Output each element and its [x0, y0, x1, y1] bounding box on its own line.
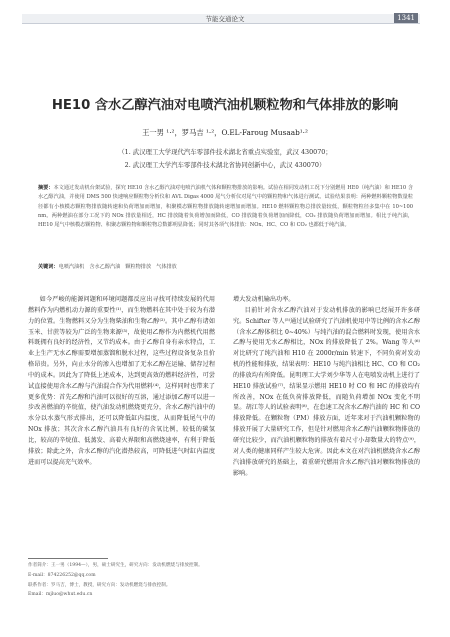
article-title: HE10 含水乙醇汽油对电喷汽油机颗粒物和气体排放的影响: [51, 98, 399, 113]
author-list: 王一男 ¹·²，罗马吉 ¹·²，O.EL-Faroug Musaab¹·²: [142, 128, 308, 137]
body-column-left: [28, 295, 215, 469]
body-paragraph: 增大发动机输出功率。: [233, 296, 295, 303]
abstract-label: 摘要：: [38, 185, 54, 191]
page-number: 1341: [394, 13, 418, 23]
body-paragraph: 目前针对含水乙醇汽油对于发动机排放的影响已经展开许多研究。Schifter 等人⁽⁵⁾通过试验研究了汽油机使用中等比例的含水乙醇（含水乙醇体积比 0~40%）与纯汽油的混合燃料时发现，使用含水乙醇与使用无水乙醇相比，NOx 的排放降低了 2%。Wang 等人⁽⁶⁾对比研究了纯汽油和 H10 在 2000r/min 转速下，不同负荷对发动机的性能和排放，结果表明：HE10 与纯汽油相比 HC、CO 和 CO₂ 的排放均有所降低。昆明理工大学刘少华等人在电喷发动机上进行了 HE10 排放试验⁽⁷⁾，结果显示燃用 HE10 时 CO 和 HC 的排放均有所改善，NOx 在低负荷排放降低，而随负荷增加 NOx 变化不明显。胡江等人的试验表明⁽⁸⁾，在怠速工况含水乙醇汽油的 HC 和 CO 排放降低。在颗粒物（PM）排放方面，近年来对于汽油机颗粒物的排放开展了大量研究工作，但是针对燃用含水乙醇汽油颗粒物排放的研究比较少，而汽油机颗粒物的排放有着尺寸小却数量大的特点⁽⁹⁾，对人类的健康同样产生较大危害。因此本文在对汽油机燃烧含水乙醇汽油排放研究的基础上，着重研究燃用含水乙醇汽油对颗粒物排放的影响。: [233, 306, 420, 477]
journal-name: 节能交通论文: [205, 15, 245, 23]
affiliation-2: 2. 武汉理工大学汽车零部件技术湖北省协同创新中心，武汉 430070）: [124, 161, 326, 169]
footnote-contact: 联系作者：罗马吉，博士，教授，研究方向：发动机燃烧与排放控制。: [28, 582, 171, 588]
footnote-divider: [28, 558, 108, 559]
keywords-text: 电喷汽油机 含水乙醇汽油 颗粒物排放 气体排放: [58, 264, 177, 270]
abstract-text: 本文通过发动机台架试验，探究 HE10 含水乙醇汽油对电喷汽油机气体和颗粒物排放的影响。试验在相同发动机工况下分别燃用 HE0（纯汽油）和 HE10 含水乙醇汽油，并使用 DMS 500 快速响应颗粒物分析仪和 AVL Digas 4000 尾气分析仪对尾气中的颗粒物和气体进行测试。试验结果表明：两种燃料颗粒物数量粒径都有小核模态颗粒物排放随转速和负荷增加而增加，积聚模态颗粒物排放随转速增加而增加。HE10 燃料颗粒物总排放量较低，颗粒物粒径多集中在 10~100 nm。两种燃油在部分工况下的 NOx 排放量相近，HC 排放随着负荷增加而降低，CO 排放随着负荷增加而降低，CO₂ 排放随负荷增加而增加。相比于纯汽油，HE10 尾气中核模态颗粒物、积聚态颗粒物和颗粒物总数都明显降低；同时其各项气体排放：NOx、HC、CO 和 CO₂ 也都低于纯汽油。: [38, 185, 414, 229]
keywords-label: 关键词：: [38, 264, 59, 270]
footnote-author-email: E-mail：874226252@qq.com: [28, 572, 96, 578]
footnotes: [28, 561, 218, 600]
footnote-author-bio: 作者简介：王一男（1994—），男，硕士研究生，研究方向：发动机燃烧与排放控制。: [28, 563, 203, 568]
body-column-right: [233, 295, 420, 479]
affiliation-1: （1. 武汉理工大学现代汽车零部件技术湖北省重点实验室，武汉 430070；: [118, 148, 332, 156]
body-paragraph: 如今严峻的能源问题和环境问题都反应出寻找可持续发展的代用燃料作为内燃机动力源的重要性⁽¹⁾，而生物燃料在其中处于较为有潜力的位置。生物燃料又分为生物柴油和生物乙醇⁽²⁾。其中乙醇有诸如玉米、甘蔗等较为广泛的生物来源⁽³⁾，故使用乙醇作为内燃机代用燃料既拥有良好的经济性，又节约成本。由于乙醇自身有亲水特点，工业上生产无水乙醇需要增加蒸馏和脱水过程，这些过程设备复杂且价格昂贵。另外，向止水分的渗入也增加了无水乙醇在运输、储存过程中的成本。因此为了降低上述成本，达到更高效的燃料经济性，可尝试直接使用含水乙醇与汽油混合作为代用燃料⁽⁴⁾，这样同时也带来了更多优势：首先乙醇和汽油可以很好的互溶，通过添加乙醇可以进一步改善燃油的辛烷值，使汽油发动机燃烧更充分，含水乙醇汽油中的水分以水蒸气形式排出，还可以降低缸内温度，从而降低尾气中的 NOx 排放；其次含水乙醇汽油具有良好的含氧比例，较低的碳氢比，较高的辛烷值、低蒸发、高着火界限和高燃烧速率，有利于降低排放；除此之外，含水乙醇的汽化潜热较高，可降低进气时缸内温度进而可以提高充气效率。: [28, 296, 215, 466]
footnote-contact-email: Email：mjluo@whut.edu.cn: [28, 592, 93, 598]
abstract: [38, 184, 413, 230]
keywords: [38, 263, 413, 270]
